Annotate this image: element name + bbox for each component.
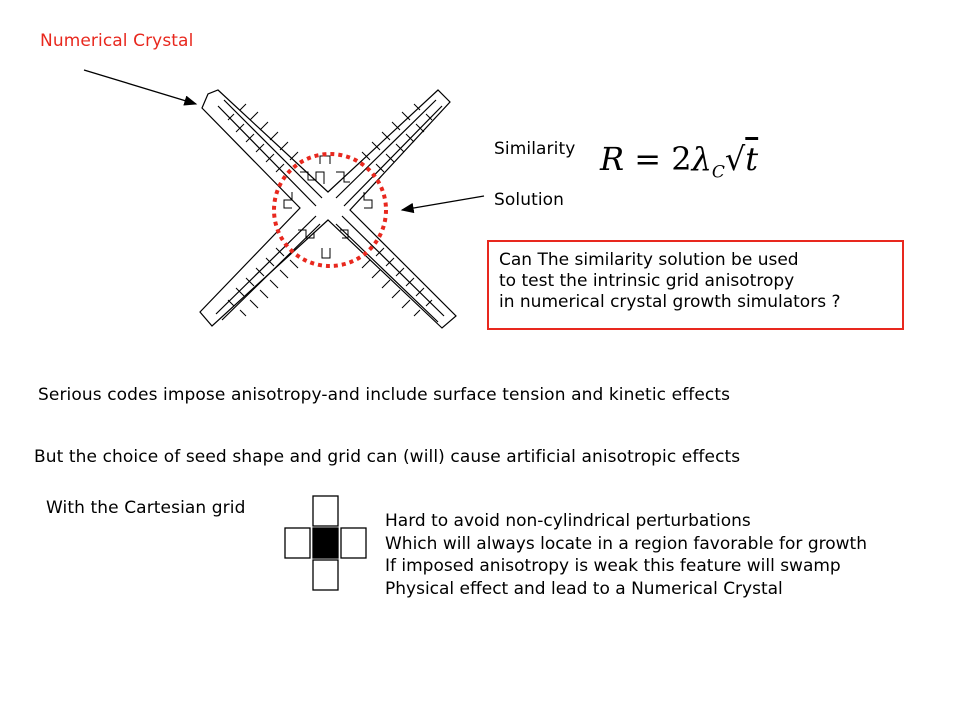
- question-line: to test the intrinsic grid anisotropy: [499, 271, 795, 291]
- sqrt-icon: √: [724, 140, 746, 178]
- crystal-core: [284, 156, 372, 258]
- grid-cell-left: [285, 528, 310, 558]
- formula-equals: = 2: [624, 140, 692, 178]
- similarity-formula: [600, 140, 758, 182]
- seed-shape-statement: But the choice of seed shape and grid can (will) cause artificial anisotropic effects: [34, 447, 741, 467]
- serious-codes-statement: Serious codes impose anisotropy-and include surface tension and kinetic effects: [38, 385, 731, 405]
- crystal-arm-inner: [216, 100, 444, 322]
- perturbation-line: Physical effect and lead to a Numerical Crystal: [385, 578, 783, 599]
- formula-lhs: R: [600, 140, 625, 178]
- formula-radicand: t: [745, 140, 759, 178]
- question-line: in numerical crystal growth simulators ?: [499, 292, 841, 312]
- perturbation-line: If imposed anisotropy is weak this feature will swamp: [385, 556, 841, 576]
- grid-cell-right: [341, 528, 366, 558]
- cartesian-grid-diagram: [282, 495, 376, 591]
- question-line: Can The similarity solution be used: [499, 250, 799, 270]
- crystal-image: [180, 80, 480, 340]
- similarity-label: Similarity: [494, 139, 576, 159]
- numerical-crystal-label: Numerical Crystal: [40, 31, 194, 51]
- grid-cell-bottom: [313, 560, 338, 590]
- perturbation-line: Which will always locate in a region favorable for growth: [385, 533, 867, 554]
- grid-cell-center: [313, 528, 338, 558]
- solution-label: Solution: [494, 190, 565, 210]
- formula-subscript: C: [711, 162, 725, 183]
- question-box: [487, 240, 904, 330]
- cartesian-grid-label: With the Cartesian grid: [46, 498, 246, 518]
- perturbation-line: Hard to avoid non-cylindrical perturbations: [385, 511, 751, 531]
- perturbation-notes: [385, 510, 867, 600]
- formula-lambda: λ: [691, 140, 712, 178]
- grid-cell-top: [313, 496, 338, 526]
